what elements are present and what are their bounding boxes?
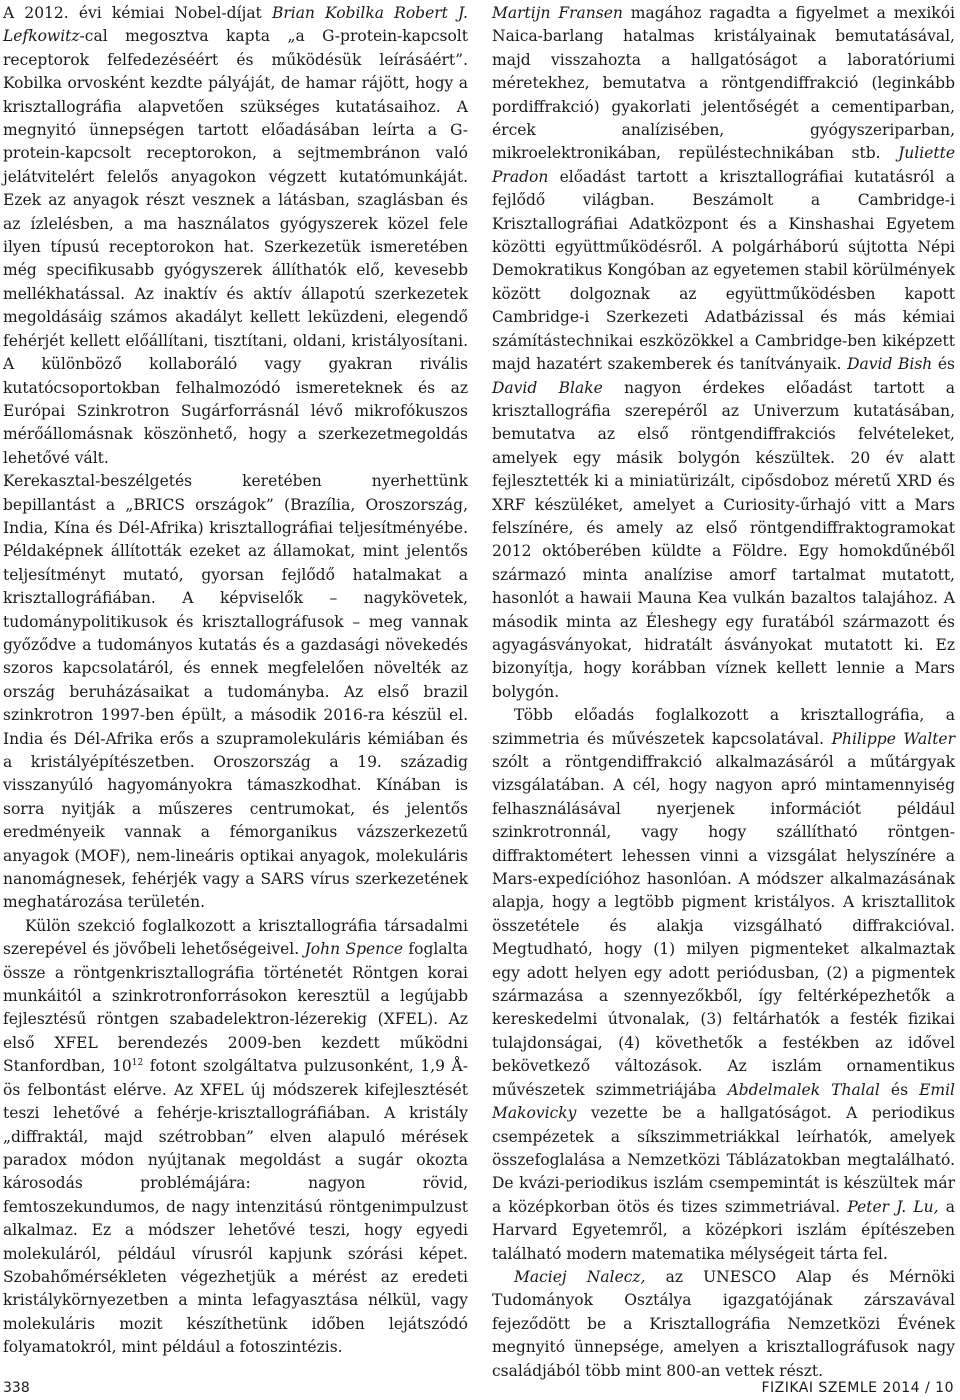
author-name: Maciej Nalecz, bbox=[514, 1267, 646, 1286]
exponent: 12 bbox=[131, 1058, 144, 1069]
paragraph-naica-mars: Martijn Fransen magához ragadta a figyelmet a mexikói Naica-barlang hatalmas kristályainak bemutatásával, majd visszahozta a hallgatóságot a laboratóriumi méretekhez, bemutatva a röntgendiffrakció (leginkább pordiffrakció) gyakorlati jelentőségét a cementiparban, ércek analízisében, gyógyszeriparban, mikroelektronikában, repüléstechnikában stb. Juliette Pradon előadást tartott a krisztallográfiai kutatásról a fejlődő világban. Beszámolt a Cambridge-i Krisztallográfiai Adatközpont és a Kinshashai Egyetem közötti együttműködésről. A polgárháború sújtotta Népi Demokratikus Kongóban az egyetemen stabil körülmények között dolgoznak az együttműködésben kapott Cambridge-i Szerkezeti Adatbázissal és más kémiai számítástechnikai eszközökkel a Cambridge-ben kiképzett majd hazatért szakemberek és tanítványaik. David Bish és David Blake nagyon érdekes előadást tartott a krisztallográfia szerepéről az Univerzum kutatásában, bemutatva az első röntgendiffrakciós felvételeket, amelyek egy másik bolygón készültek. 20 év alatt fejlesztették ki a miniatürizált, cipősdoboz méretű XRD és XRF készüléket, amelyet a Curiosity-űrhajó vitt a Mars felszínére, és amely az első röntgendiffraktogramokat 2012 októberében küldte a Földre. Egy homokdűnéből származó minta analízise amorf tartalmat mutatott, hasonlót a hawaii Mauna Kea vulkán bazaltos talajához. A második minta az Éleshegy egy furatából származott és agyagásványokat, hidratált ásványokat mutatott ki. Ez bizonyítja, hogy korábban víznek kellett lennie a Mars bolygón. bbox=[492, 4, 955, 701]
paragraph-closing: Maciej Nalecz, az UNESCO Alap és Mérnöki Tudományok Osztálya igazgatójának zárszavával fejeződött be a Krisztallográfia Nemzetközi Évének megnyitó ünnepsége, amelyen a krisztallográfusok nagy családjából több mint 800-an vettek részt. bbox=[492, 1267, 955, 1380]
journal-issue: FIZIKAI SZEMLE 2014 / 10 bbox=[761, 1380, 954, 1396]
author-name: Philippe Walter bbox=[831, 729, 955, 748]
page-number: 338 bbox=[3, 1380, 30, 1396]
right-column bbox=[492, 2, 955, 1383]
paragraph-art-symmetry: Több előadás foglalkozott a krisztallográfia, a szimmetria és művészetek kapcsolatával. Philippe Walter szólt a röntgendiffrakció alkalmazásáról a műtárgyak vizsgálatában. A cél, hogy nagyon apró mintamennyiség felhasználásával nyerjenek információt például szinkrotronnál, vagy hogy szállítható röntgen-diffraktométert lehessen vinni a vizsgálat helyszínére a Mars-expedícióhoz hasonlóan. A módszer alkalmazásának alapja, hogy a legtöbb pigment kristályos. A krisztallitok összetétele és alakja vizsgálható diffrakcióval. Megtudható, hogy (1) milyen pigmenteket alkalmaztak egy adott helyen egy adott periódusban, (2) a pigmentek származása a szennyezőkből, így feltérképezhetők a kereskedelmi útvonalak, (3) feltárhatók a festék fizikai tulajdonságai, (4) követhetők a festékben az idővel bekövetkező változások. Az iszlám ornamentikus művészetek szimmetriájába Abdelmalek Thalal és Emil Makovicky vezette be a hallgatóságot. A periodikus csempézetek a síkszimmetriákkal leírhatók, amelyek összefoglalása a Nemzetközi Táblázatokban megtalálható. De kvázi-periodikus iszlám csempemintát is készültek már a középkorban ötös és tizes szimmetriával. Peter J. Lu, a Harvard Egyetemről, a középkori iszlám építészeben található modern matematika mélységeit tárta fel. bbox=[492, 706, 956, 1263]
paragraph-xfel: Külön szekció foglalkozott a krisztallográfia társadalmi szerepével és jövőbeli lehetőségeivel. John Spence foglalta össze a röntgenkrisztallográfia történetét Röntgen korai munkáitól a szinkrotronforrásokon keresztül a legújabb fejlesztésű röntgen szabadelektron-lézerekig (XFEL). Az első XFEL berendezés 2009-ben kezdett működni Stanfordban, $10^{12}$ fotont szolgáltatva pulzusonként, 1,9 Å-ös felbontást elérve. Az XFEL új módszerek kifejlesztését teszi lehetővé a fehérje-krisztallográfiában. A kristály „diffraktál, majd szétrobban” elven alapuló mérések paradox módon nyújtanak megoldást a sugár okozta károsodás problémájára: nagyon rövid, femtoszekundumos, de nagy intenzitású röntgenimpulzust alkalmaz. Ez a módszer lehetővé teszi, hogy egyedi molekuláról, például vírusról kapjunk szórási képet. Szobahőmérsékleten végezhetjük a mérést az eredeti kristálykörnyezetben a minta lefagyasztása nélkül, vagy molekuláris mozit készíthetünk időben lejátszódó folyamatokról, mint például a fotoszintézis. bbox=[3, 916, 468, 1357]
author-name: John Spence bbox=[304, 940, 403, 959]
author-name: Juliette Pradon bbox=[492, 144, 955, 186]
author-name: Martijn Fransen bbox=[492, 4, 623, 22]
author-name: Emil Makovicky bbox=[492, 1080, 955, 1123]
author-name: David Bish bbox=[847, 355, 933, 374]
page-footer bbox=[0, 1380, 960, 1398]
author-name: Brian Kobilka Robert J. Lefkowitz bbox=[3, 4, 468, 46]
left-column bbox=[3, 2, 468, 1360]
author-name: Abdelmalek Thalal bbox=[727, 1080, 880, 1099]
paragraph-brics: Kerekasztal-beszélgetés keretében nyerhettünk bepillantást a „BRICS országok” (Brazília, Oroszország, India, Kína és Dél-Afrika) krisztallográfiai teljesítményébe. Példaképnek állították ezeket az államokat, mint jelentős teljesítményt mutató, gyorsan fejlődő hatalmakat a krisztallográfiában. A képviselők – nagykövetek, tudománypolitikusok és krisztallográfusok – meg vannak győződve a tudományos kutatás és a gazdasági növekedés szoros kapcsolatáról, és ennek megfelelően növelték az ország beruházásaikat a tudományba. Az első brazil szinkrotron 1997-ben épült, a második 2016-ra készül el. India és Dél-Afrika erős a szupramolekuláris kémiában és a kristályépítészetben. Oroszország a 19. századig visszanyúló hagyományokra támaszkodhat. Kínában is sorra nyitják a műszeres centrumokat, és jelentős eredményeik vannak a fémorganikus vázszerkezetű anyagok (MOF), nem-lineáris optikai anyagok, molekuláris nanomágnesek, fehérjék vagy a SARS vírus szerkezetének meghatározása területén. bbox=[3, 472, 468, 912]
author-name: David Blake bbox=[492, 378, 603, 397]
paragraph-nobel-kobilka: A 2012. évi kémiai Nobel-díjat Brian Kobilka Robert J. Lefkowitz-cal megosztva kapta „a G-protein-kapcsolt receptorok felfedezéséért és működésük leírásáért”. Kobilka orvosként kezdte pályáját, de hamar rájött, hogy a krisztallográfia alapvetően szükséges kutatásaihoz. A megnyitó ünnepségen tartott előadásában leírta a G-protein-kapcsolt receptorokon, a sejtmembránon való jelátvitelért felelős anyagokon végzett kutatómunkáját. Ezek az anyagok részt vesznek a látásban, szaglásban és az ízlelésben, a ma használatos gyógyszerek közel fele ilyen típusú receptorokon hat. Szerkezetük ismeretében még specifikusabb gyógyszerek állíthatók elő, kevesebb mellékhatással. Az inaktív és aktív állapotú szerkezetek megoldásáig számos akadályt kellett leküzdeni, elegendő fehérjét kellett előállítani, tisztítani, oldani, kristályosítani. A különböző kollaboráló vagy gyakran rivális kutatócsoportokban felhalmozódó ismereteknek és az Európai Szinkrotron Sugárforrásnál lévő mikrofókuszos mérőállomásnak köszönhető, hogy a szerkezetmegoldás lehetővé vált. bbox=[3, 4, 468, 467]
author-name: Peter J. Lu, bbox=[847, 1197, 939, 1216]
